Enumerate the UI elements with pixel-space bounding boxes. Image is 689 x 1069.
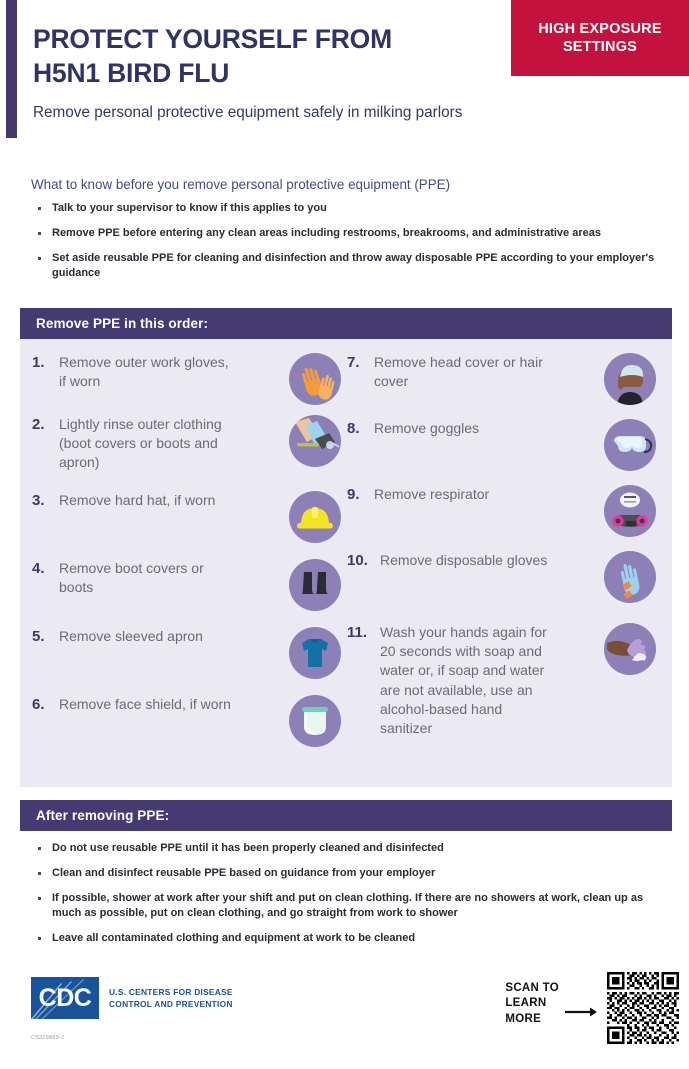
scan-line-2: LEARN [505,997,547,1010]
step-number: 10. [347,552,368,569]
remove-order-panel [20,339,672,787]
after-removing-bar-label: After removing PPE: [36,808,170,823]
scan-to-learn-more [505,981,599,1027]
step-number: 3. [32,492,45,509]
goggles-icon [604,419,656,471]
list-item: Leave all contaminated clothing and equipment at work to be cleaned [31,931,656,946]
step-item-6 [32,695,347,753]
badge-line-1: HIGH EXPOSURE [538,20,662,37]
step-number: 1. [32,354,45,371]
boots-icon [289,559,341,611]
handwashing-icon [604,623,656,675]
cdc-agency-line-2: CONTROL AND PREVENTION [109,999,233,1009]
step-label: Remove outer work gloves, if worn [59,354,229,390]
scan-line-1: SCAN TO [505,982,559,994]
cdc-agency-name [109,986,233,1010]
step-number: 5. [32,628,45,645]
face-shield-icon [289,695,341,747]
remove-order-bar-label: Remove PPE in this order: [36,316,209,331]
step-item-9 [347,485,662,551]
step-number: 8. [347,420,360,437]
intro-heading: What to know before you remove personal protective equipment (PPE) [31,177,451,192]
step-item-10 [347,551,662,623]
list-item: Talk to your supervisor to know if this applies to you [31,201,656,216]
steps-column-left [32,353,347,753]
step-item-3 [32,491,347,559]
list-item: Clean and disinfect reusable PPE based on guidance from your employer [31,866,656,881]
remove-order-bar [20,308,672,339]
list-item: Set aside reusable PPE for cleaning and disinfection and throw away disposable PPE according to your employer's guidance [31,251,656,281]
scan-label [505,981,559,1027]
step-number: 2. [32,416,45,433]
hose-rinse-icon [289,415,341,467]
step-number: 9. [347,486,360,503]
list-item: Do not use reusable PPE until it has been properly cleaned and disinfected [31,841,656,856]
badge-line-2: SETTINGS [562,39,638,55]
step-label: Lightly rinse outer clothing (boot covers or boots and apron) [59,416,222,471]
step-label: Remove sleeved apron [59,628,203,644]
page-title-line-1: PROTECT YOURSELF FROM [33,24,392,54]
cdc-logo-text: CDC [38,983,92,1012]
disposable-glove-icon [604,551,656,603]
page-footer [0,959,689,1069]
step-item-1 [32,353,347,415]
list-item: If possible, shower at work after your shift and put on clean clothing. If there are no showers at work, clean up as much as possible, put on clean clothing, and go straight from work to shower [31,891,656,921]
apron-gown-icon [289,627,341,679]
step-number: 11. [347,624,368,641]
step-label: Remove hard hat, if worn [59,492,216,508]
step-item-7 [347,353,662,419]
page-header [33,22,503,123]
respirator-icon [604,485,656,537]
step-label: Remove face shield, if worn [59,696,231,712]
qr-code[interactable] [607,972,679,1044]
intro-section [31,177,656,291]
head-cover-icon [604,353,656,405]
step-label: Remove boot covers or boots [59,560,204,596]
step-number: 7. [347,354,360,371]
high-exposure-badge [511,0,689,76]
work-gloves-icon [289,353,341,405]
scan-line-3: MORE [505,1012,542,1025]
accent-stripe [6,0,17,138]
step-label: Remove respirator [374,486,490,502]
step-label: Remove disposable gloves [380,552,548,568]
step-item-4 [32,559,347,627]
step-label: Remove head cover or hair cover [374,354,543,390]
page-title-line-2: H5N1 BIRD FLU [33,58,230,89]
steps-column-right [347,353,662,738]
step-number: 6. [32,696,45,713]
after-removing-bar [20,800,672,831]
cdc-logo-mark [31,977,99,1019]
page-subtitle: Remove personal protective equipment safely in milking parlors [33,103,463,121]
intro-bullet-list [31,201,656,281]
list-item: Remove PPE before entering any clean areas including restrooms, breakrooms, and administrative areas [31,226,656,241]
step-label: Wash your hands again for 20 seconds with soap and water or, if soap and water are not available, use an alcohol-based hand sanitizer [380,624,547,736]
qr-code-image [607,972,679,1044]
hard-hat-icon [289,491,341,543]
step-item-11 [347,623,662,738]
arrow-right-icon [565,1006,599,1018]
step-label: Remove goggles [374,420,480,436]
step-item-2 [32,415,347,491]
cdc-logo-block [31,977,233,1019]
cdc-agency-line-1: U.S. CENTERS FOR DISEASE [109,986,233,997]
step-number: 4. [32,560,45,577]
step-item-8 [347,419,662,485]
step-item-5 [32,627,347,695]
after-bullet-list [31,841,656,956]
publication-code: CS329889-J [31,1035,64,1041]
